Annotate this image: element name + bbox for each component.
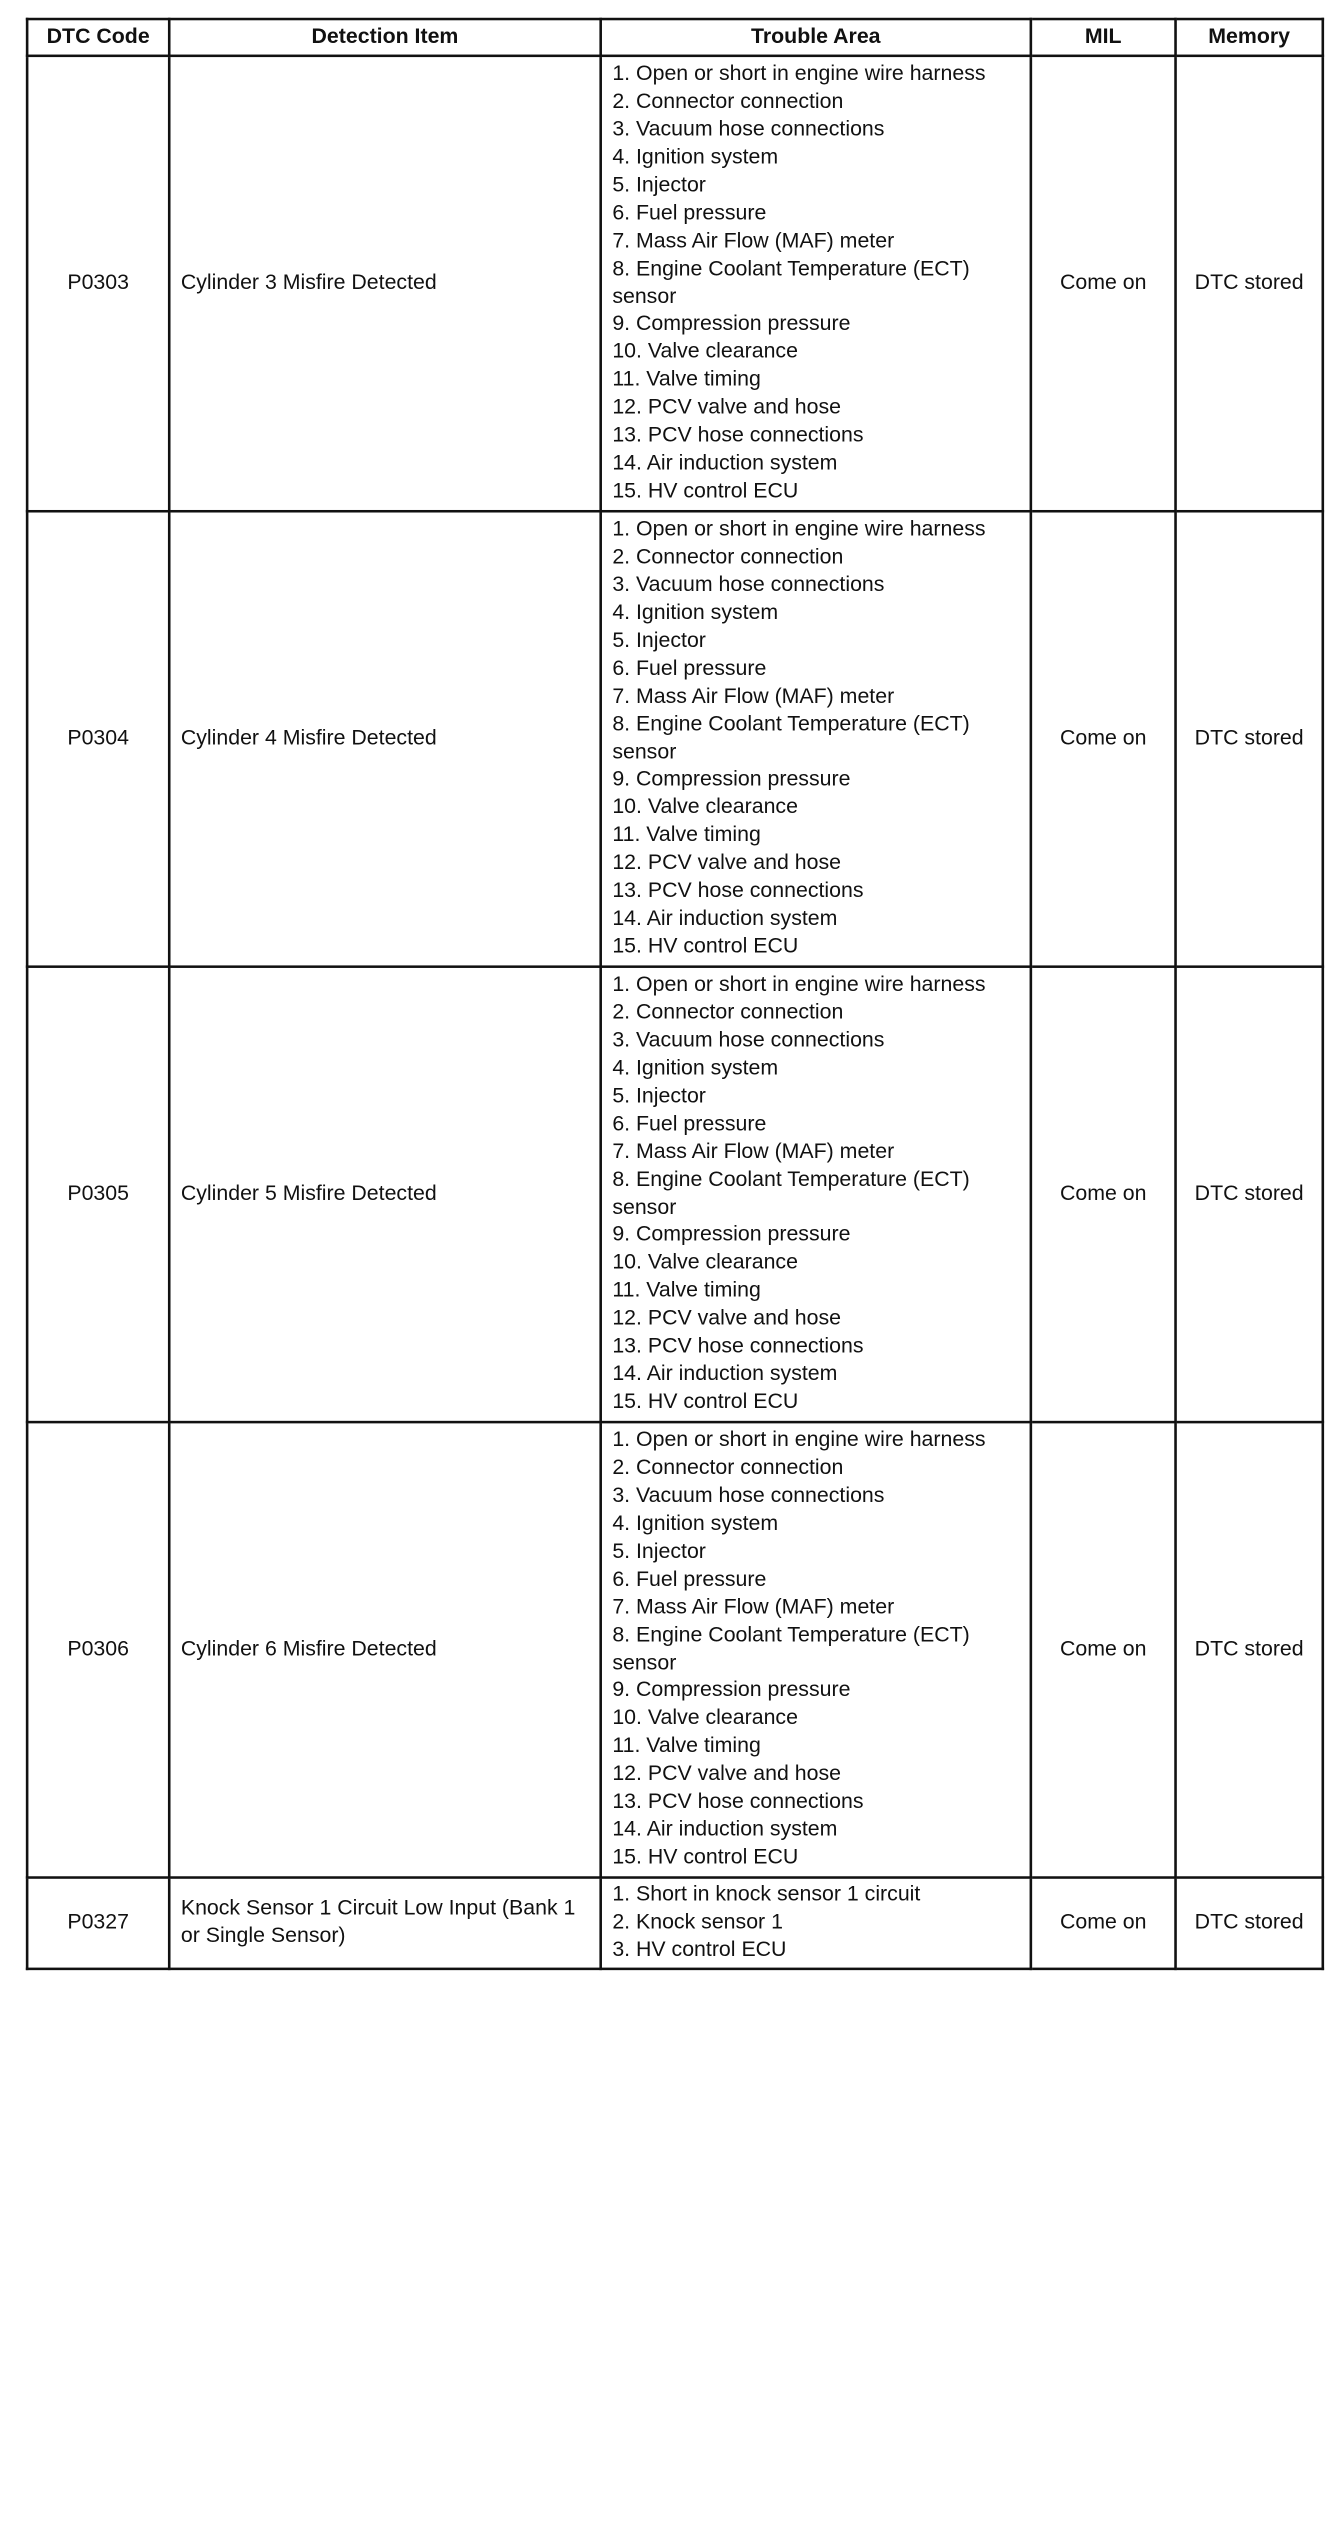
- trouble-area-line: 8. Engine Coolant Temperature (ECT) sensor: [612, 257, 970, 308]
- trouble-area-line: 10. Valve clearance: [612, 795, 798, 819]
- trouble-area-line: 6. Fuel pressure: [612, 201, 767, 225]
- trouble-area-line: 5. Injector: [612, 1539, 706, 1563]
- header-memory: Memory: [1176, 19, 1323, 56]
- table-row: [27, 967, 1323, 1422]
- trouble-area-line: 11. Valve timing: [612, 1279, 761, 1302]
- trouble-area-line: 8. Engine Coolant Temperature (ECT) sensor: [612, 712, 970, 764]
- mil-cell: Come on: [1031, 967, 1176, 1422]
- trouble-area-line: 14. Air induction system: [612, 1362, 838, 1386]
- trouble-area-line: 14. Air induction system: [612, 906, 838, 930]
- detection-item-cell: Cylinder 6 Misfire Detected: [169, 1422, 600, 1877]
- trouble-area-line: 4. Ignition system: [612, 145, 779, 169]
- mil-cell: Come on: [1031, 511, 1176, 966]
- trouble-area-line: 10. Valve clearance: [612, 1251, 798, 1275]
- table-row: [27, 56, 1323, 511]
- detection-item-cell: Knock Sensor 1 Circuit Low Input (Bank 1 or Single Sensor): [169, 1878, 600, 1969]
- trouble-area-line: 6. Fuel pressure: [612, 1567, 767, 1591]
- dtc-code-cell: P0306: [27, 1422, 169, 1877]
- trouble-area-line: 3. Vacuum hose connections: [612, 1484, 885, 1508]
- table-row: [27, 1422, 1323, 1877]
- trouble-area-line: 4. Ignition system: [612, 601, 779, 625]
- trouble-area-cell: [601, 511, 1031, 966]
- header-detection-item: Detection Item: [169, 19, 600, 56]
- trouble-area-line: 2. Knock sensor 1: [612, 1910, 783, 1934]
- trouble-area-line: 1. Open or short in engine wire harness: [612, 62, 986, 86]
- mil-cell: Come on: [1031, 1878, 1176, 1969]
- trouble-area-line: 6. Fuel pressure: [612, 1112, 767, 1136]
- trouble-area-line: 3. HV control ECU: [612, 1938, 787, 1962]
- mil-cell: Come on: [1031, 1422, 1176, 1877]
- memory-cell: DTC stored: [1176, 1422, 1323, 1877]
- trouble-area-line: 15. HV control ECU: [612, 1390, 799, 1414]
- dtc-table: [26, 18, 1324, 1970]
- trouble-area-line: 15. HV control ECU: [612, 934, 799, 958]
- trouble-area-line: 1. Short in knock sensor 1 circuit: [612, 1882, 921, 1906]
- trouble-area-line: 9. Compression pressure: [612, 1223, 851, 1247]
- trouble-area-cell: [601, 56, 1031, 511]
- trouble-area-line: 4. Ignition system: [612, 1056, 779, 1080]
- trouble-area-line: 2. Connector connection: [612, 90, 844, 114]
- trouble-area-line: 1. Open or short in engine wire harness: [612, 517, 986, 541]
- trouble-area-line: 12. PCV valve and hose: [612, 1306, 842, 1330]
- detection-item-cell: Cylinder 3 Misfire Detected: [169, 56, 600, 511]
- mil-cell: Come on: [1031, 56, 1176, 511]
- trouble-area-line: 11. Valve timing: [612, 823, 761, 847]
- trouble-area-line: 14. Air induction system: [612, 1817, 838, 1841]
- trouble-area-line: 9. Compression pressure: [612, 1678, 851, 1702]
- trouble-area-line: 5. Injector: [612, 173, 706, 197]
- trouble-area-line: 1. Open or short in engine wire harness: [612, 1428, 986, 1452]
- trouble-area-line: 7. Mass Air Flow (MAF) meter: [612, 1595, 895, 1619]
- trouble-area-line: 3. Vacuum hose connections: [612, 573, 885, 597]
- memory-cell: DTC stored: [1176, 511, 1323, 966]
- trouble-area-line: 5. Injector: [612, 629, 706, 652]
- trouble-area-line: 1. Open or short in engine wire harness: [612, 973, 986, 997]
- trouble-area-cell: [601, 1878, 1031, 1969]
- table-row: [27, 511, 1323, 966]
- trouble-area-line: 13. PCV hose connections: [612, 879, 864, 903]
- header-dtc-code: DTC Code: [27, 19, 169, 56]
- trouble-area-line: 10. Valve clearance: [612, 1706, 798, 1730]
- memory-cell: DTC stored: [1176, 967, 1323, 1422]
- detection-item-cell: Cylinder 4 Misfire Detected: [169, 511, 600, 966]
- trouble-area-cell: [601, 1422, 1031, 1877]
- trouble-area-line: 2. Connector connection: [612, 1001, 844, 1024]
- trouble-area-line: 4. Ignition system: [612, 1512, 779, 1535]
- trouble-area-line: 9. Compression pressure: [612, 312, 851, 336]
- trouble-area-line: 7. Mass Air Flow (MAF) meter: [612, 684, 895, 708]
- memory-cell: DTC stored: [1176, 56, 1323, 511]
- header-mil: MIL: [1031, 19, 1176, 56]
- header-row: [27, 19, 1323, 56]
- trouble-area-line: 12. PCV valve and hose: [612, 1762, 842, 1786]
- trouble-area-cell: [601, 967, 1031, 1422]
- dtc-code-cell: P0303: [27, 56, 169, 511]
- memory-cell: DTC stored: [1176, 1878, 1323, 1969]
- trouble-area-line: 13. PCV hose connections: [612, 423, 864, 447]
- trouble-area-line: 15. HV control ECU: [612, 479, 799, 503]
- trouble-area-line: 6. Fuel pressure: [612, 656, 767, 680]
- trouble-area-line: 8. Engine Coolant Temperature (ECT) sensor: [612, 1623, 970, 1674]
- table-row: [27, 1878, 1323, 1969]
- trouble-area-line: 11. Valve timing: [612, 1734, 761, 1758]
- trouble-area-line: 3. Vacuum hose connections: [612, 1028, 885, 1052]
- trouble-area-line: 12. PCV valve and hose: [612, 395, 842, 419]
- trouble-area-line: 12. PCV valve and hose: [612, 851, 842, 875]
- trouble-area-line: 2. Connector connection: [612, 545, 844, 569]
- table-header: [27, 19, 1323, 56]
- trouble-area-line: 7. Mass Air Flow (MAF) meter: [612, 229, 895, 253]
- trouble-area-line: 2. Connector connection: [612, 1456, 844, 1480]
- trouble-area-line: 3. Vacuum hose connections: [612, 118, 885, 141]
- trouble-area-line: 15. HV control ECU: [612, 1845, 799, 1869]
- header-trouble-area: Trouble Area: [601, 19, 1031, 56]
- trouble-area-line: 8. Engine Coolant Temperature (ECT) sensor: [612, 1167, 970, 1219]
- dtc-code-cell: P0305: [27, 967, 169, 1422]
- trouble-area-line: 13. PCV hose connections: [612, 1334, 864, 1358]
- trouble-area-line: 5. Injector: [612, 1084, 706, 1108]
- dtc-code-cell: P0304: [27, 511, 169, 966]
- trouble-area-line: 10. Valve clearance: [612, 340, 798, 364]
- trouble-area-line: 11. Valve timing: [612, 368, 761, 392]
- trouble-area-line: 7. Mass Air Flow (MAF) meter: [612, 1140, 895, 1163]
- trouble-area-line: 9. Compression pressure: [612, 768, 851, 791]
- dtc-code-cell: P0327: [27, 1878, 169, 1969]
- trouble-area-line: 14. Air induction system: [612, 451, 838, 475]
- detection-item-cell: Cylinder 5 Misfire Detected: [169, 967, 600, 1422]
- trouble-area-line: 13. PCV hose connections: [612, 1790, 864, 1813]
